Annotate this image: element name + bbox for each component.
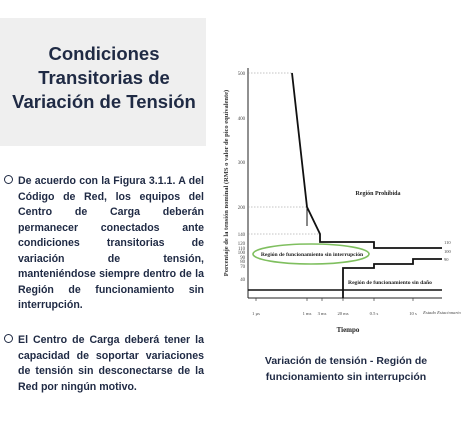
x-tick-label: 1 ms	[302, 311, 312, 316]
bullet-2-text: El Centro de Carga deberá tener la capacidad de soportar variaciones de tensión sin desconectarse de la Red por ningún motivo.	[18, 334, 204, 393]
y-tick-label: 120	[237, 242, 245, 247]
y-tick-label: 80	[240, 260, 245, 265]
y-axis-label	[223, 90, 230, 276]
y-tick-label: 90	[240, 256, 245, 261]
y-tick-label: 100	[237, 251, 245, 256]
x-axis-label: Tiempo	[336, 326, 360, 334]
upper-limit-curve	[292, 73, 442, 248]
x-tick-label: 10 s	[409, 311, 417, 316]
voltage-chart	[210, 40, 474, 350]
right-tick-label: 100	[444, 249, 451, 254]
bullet-1-text: De acuerdo con la Figura 3.1.1. A del Código de Red, los equipos del Centro de Carga deberán permanecer conectados ante condiciones transitorias de variación de tensión, manteniéndose siempre dentro de la Región de funcionamiento sin interrupción.	[18, 175, 204, 311]
title-line-3: Variación de Tensión	[12, 91, 196, 112]
x-tick-label: 0.5 s	[369, 311, 379, 316]
y-tick-label: 500	[237, 72, 245, 77]
x-tick-label: 20 ms	[337, 311, 349, 316]
right-ticks	[444, 240, 452, 262]
right-tick-label: 110	[444, 240, 451, 245]
y-tick-label: 110	[237, 247, 245, 252]
slide-title	[6, 42, 202, 114]
title-line-1: Condiciones	[48, 43, 160, 64]
lower-limit-curve	[343, 259, 442, 298]
y-tick-label: 400	[237, 117, 245, 122]
bullet-circle-icon	[4, 334, 13, 343]
y-ticks	[238, 72, 246, 283]
x-ticks	[252, 310, 461, 316]
region-no-interruption-label: Región de funcionamiento sin interrupción	[260, 252, 364, 258]
y-axis-label-text: Porcentaje de la tensión nominal (RMS o valor de pico equivalente)	[223, 89, 230, 277]
voltage-chart-svg	[210, 40, 474, 350]
x-tick-label: 1 µs	[252, 311, 260, 316]
bullet-1	[18, 174, 204, 314]
right-tick-label: 90	[444, 257, 449, 262]
y-tick-label: 300	[237, 161, 245, 166]
y-tick-label: 40	[240, 278, 245, 283]
y-tick-label: 70	[240, 265, 245, 270]
x-tick-label: 3 ms	[317, 311, 327, 316]
chart-caption: Variación de tensión - Región de funcionamiento sin interrupción	[264, 355, 428, 383]
bullet-2	[18, 333, 204, 395]
title-line-2: Transitorias de	[38, 67, 170, 88]
region-prohibited-label: Región Prohibida	[355, 191, 401, 197]
region-no-damage-label: Región de funcionamiento sin daño	[348, 280, 432, 286]
bullet-circle-icon	[4, 175, 13, 184]
title-panel	[0, 18, 206, 146]
y-tick-label: 200	[237, 206, 245, 211]
x-tick-label	[422, 310, 461, 315]
y-tick-label: 140	[237, 233, 245, 238]
x-tick-steady: Estado Estacionario	[423, 310, 461, 315]
